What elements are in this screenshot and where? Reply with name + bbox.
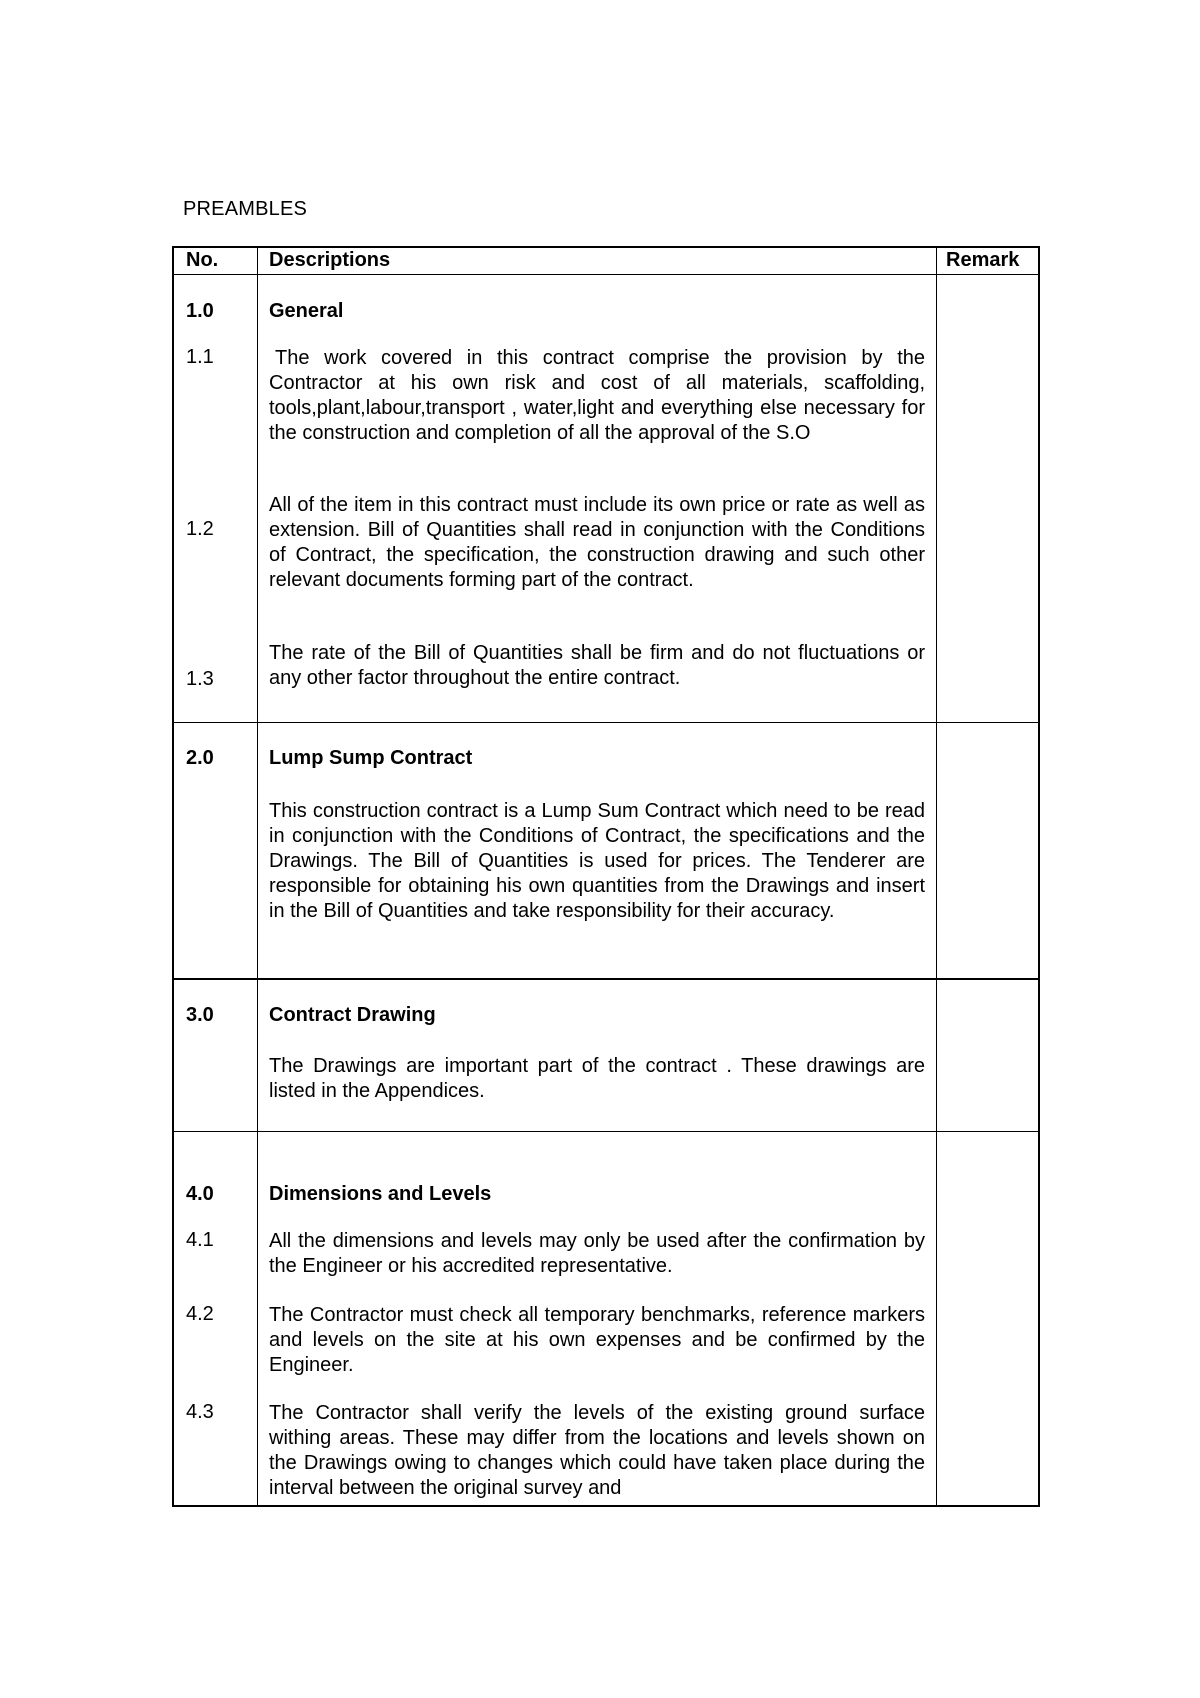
item-number: 4.1: [186, 1229, 214, 1251]
item-number: 4.3: [186, 1401, 214, 1423]
section-divider: [174, 978, 1038, 980]
preambles-table: [172, 246, 1040, 1507]
header-remark: Remark: [946, 249, 1020, 271]
section-number: 3.0: [186, 1004, 214, 1026]
column-divider-remark: [936, 248, 937, 1505]
header-no: No.: [186, 249, 219, 271]
item-text: The rate of the Bill of Quantities shall be firm and do not fluctuations or any other factor throughout the entire contract.: [269, 642, 925, 689]
item-number: 4.2: [186, 1303, 214, 1325]
page-title: PREAMBLES: [183, 198, 308, 220]
section-title: General: [269, 300, 344, 322]
item-number: 1.2: [186, 518, 214, 540]
item-text: The Contractor shall verify the levels of the existing ground surface withing areas. These may differ from the locations and levels shown on the Drawings owing to changes which could have taken place during the interval between the original survey and: [269, 1402, 925, 1499]
item-text: The Contractor must check all temporary benchmarks, reference markers and levels on the site at his own expenses and be confirmed by the Engineer.: [269, 1304, 925, 1376]
section-title: Lump Sump Contract: [269, 747, 473, 769]
item-text: All the dimensions and levels may only be used after the confirmation by the Engineer or his accredited representative.: [269, 1230, 925, 1277]
item-text: The work covered in this contract comprise the provision by the Contractor at his own risk and cost of all materials, scaffolding, tools,plant,labour,transport , water,light and everything else necessary for the construction and completion of all the approval of the S.O: [269, 347, 925, 444]
section-number: 1.0: [186, 300, 214, 322]
section-text: This construction contract is a Lump Sum Contract which need to be read in conjunction with the Conditions of Contract, the specifications and the Drawings. The Bill of Quantities is used for prices. The Tenderer are responsible for obtaining his own quantities from the Drawings and insert in the Bill of Quantities and take responsibility for their accuracy.: [269, 800, 925, 922]
section-number: 4.0: [186, 1183, 214, 1205]
item-number: 1.1: [186, 346, 214, 368]
column-divider-no: [257, 248, 258, 1505]
section-title: Contract Drawing: [269, 1004, 436, 1026]
section-number: 2.0: [186, 747, 214, 769]
item-number: 1.3: [186, 668, 214, 690]
section-text: The Drawings are important part of the contract . These drawings are listed in the Appendices.: [269, 1055, 925, 1102]
header-divider: [174, 274, 1038, 275]
header-descriptions: Descriptions: [269, 249, 391, 271]
section-divider: [174, 722, 1038, 723]
section-title: Dimensions and Levels: [269, 1183, 492, 1205]
item-text: All of the item in this contract must include its own price or rate as well as extension. Bill of Quantities shall read in conjunction with the Conditions of Contract, the specification, the construction drawing and such other relevant documents forming part of the contract.: [269, 494, 925, 591]
section-divider: [174, 1131, 1038, 1132]
